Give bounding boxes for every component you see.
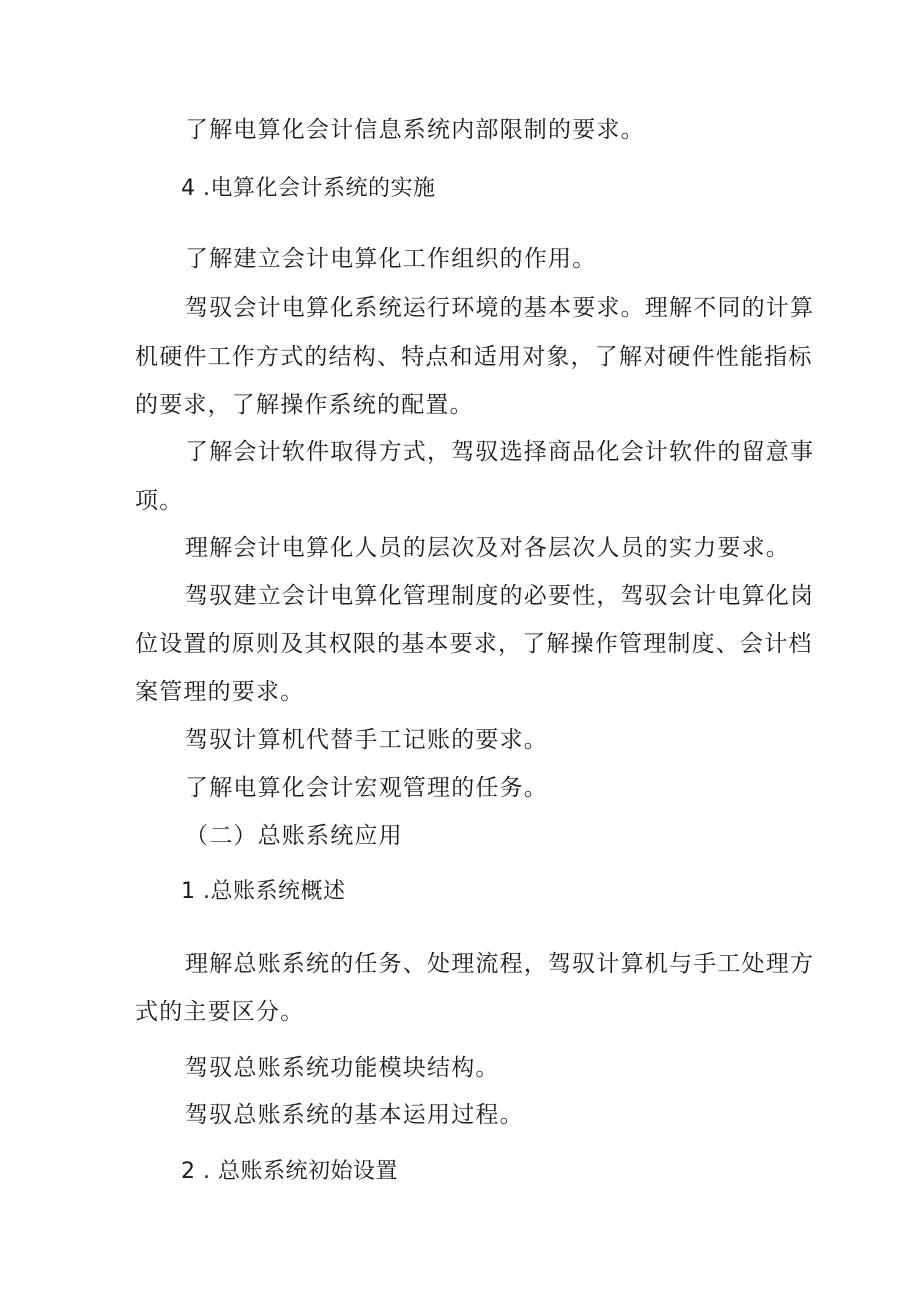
paragraph-line: 驾驭总账系统的基本运用过程。: [185, 1102, 524, 1128]
paragraph-line: 了解建立会计电算化工作组织的作用。: [185, 246, 597, 272]
paragraph-line: 案管理的要求。: [135, 679, 305, 705]
paragraph-line: 式的主要区分。: [135, 999, 305, 1025]
paragraph-line: 了解会计软件取得方式，驾驭选择商品化会计软件的留意事: [185, 439, 815, 465]
paragraph-line: 了解电算化会计宏观管理的任务。: [185, 775, 548, 801]
paragraph-line: 理解总账系统的任务、处理流程，驾驭计算机与手工处理方: [185, 951, 815, 977]
section-heading: 4 .电算化会计系统的实施: [181, 176, 436, 201]
paragraph-line: 驾驭总账系统功能模块结构。: [185, 1055, 500, 1081]
section-heading: 1 .总账系统概述: [181, 879, 346, 904]
paragraph-line: 理解会计电算化人员的层次及对各层次人员的实力要求。: [185, 535, 790, 561]
section-heading: 2 . 总账系统初始设置: [181, 1159, 398, 1184]
paragraph-line: 驾驭计算机代替手工记账的要求。: [185, 727, 548, 753]
paragraph-line: 驾驭建立会计电算化管理制度的必要性，驾驭会计电算化岗: [185, 583, 815, 609]
section-heading: （二）总账系统应用: [185, 823, 403, 849]
paragraph-line: 机硬件工作方式的结构、特点和适用对象，了解对硬件性能指标: [135, 344, 813, 370]
paragraph-line: 的要求，了解操作系统的配置。: [135, 392, 474, 418]
paragraph-line: 了解电算化会计信息系统内部限制的要求。: [185, 117, 645, 143]
paragraph-line: 项。: [135, 488, 184, 514]
paragraph-line: 驾驭会计电算化系统运行环境的基本要求。理解不同的计算: [185, 295, 815, 321]
paragraph-line: 位设置的原则及其权限的基本要求，了解操作管理制度、会计档: [135, 631, 813, 657]
